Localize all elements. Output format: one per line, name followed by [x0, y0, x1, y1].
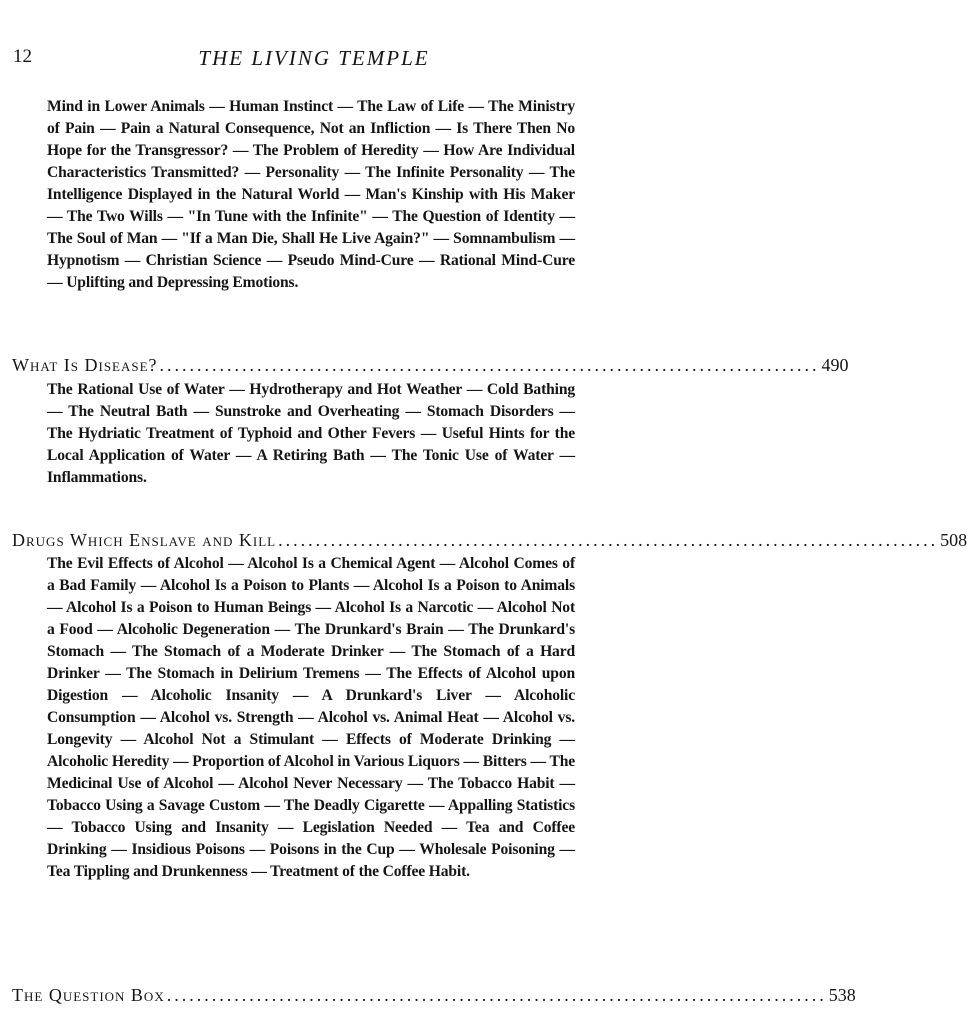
- toc-entry-what-is-disease[interactable]: [12, 355, 849, 379]
- toc-entry-page: 508: [940, 530, 967, 550]
- running-title: THE LIVING TEMPLE: [198, 46, 430, 70]
- intro-description: Mind in Lower Animals — Human Instinct — The Law of Life — The Ministry of Pain — Pain a Natural Consequence, Not an Infliction — Is There Then No Hope for the Transgressor? — The Problem of Heredity — How Are Individual Characteristics Transmitted? — Personality — The Infinite Personality — The Intelligence Displayed in the Natural World — Man's Kinship with His Maker — The Two Wills — "In Tune with the Infinite" — The Question of Identity — The Soul of Man — "If a Man Die, Shall He Live Again?" — Somnambulism — Hypnotism — Christian Science — Pseudo Mind-Cure — Rational Mind-Cure — Uplifting and Depressing Emotions.: [47, 98, 575, 291]
- toc-entry-title: What Is Disease?: [12, 355, 158, 375]
- toc-entry-title: The Question Box: [12, 985, 165, 1005]
- dot-leader: ........................................................................................: [166, 985, 827, 1005]
- toc-entry-the-question-box[interactable]: [12, 985, 856, 1009]
- toc-entry-page: 490: [821, 355, 849, 375]
- dot-leader: ........................................................................................: [278, 530, 939, 550]
- toc-entry-page: 538: [828, 985, 856, 1005]
- page-header: [13, 46, 603, 74]
- toc-entry-description: The Evil Effects of Alcohol — Alcohol Is a Chemical Agent — Alcohol Comes of a Bad Family — Alcohol Is a Poison to Plants — Alcohol Is a Poison to Animals — Alcohol Is a Poison to Human Beings — Alcohol Is a Narcotic — Alcohol Not a Food — Alcoholic Degeneration — The Drunkard's Brain — The Drunkard's Stomach — The Stomach of a Moderate Drinker — The Stomach of a Hard Drinker — The Stomach in Delirium Tremens — The Effects of Alcohol upon Digestion — Alcoholic Insanity — A Drunkard's Liver — Alcoholic Consumption — Alcohol vs. Strength — Alcohol vs. Animal Heat — Alcohol vs. Longevity — Alcohol Not a Stimulant — Effects of Moderate Drinking — Alcoholic Heredity — Proportion of Alcohol in Various Liquors — Bitters — The Medicinal Use of Alcohol — Alcohol Never Necessary — The Tobacco Habit — Tobacco Using a Savage Custom — The Deadly Cigarette — Appalling Statistics — Tobacco Using and Insanity — Legislation Needed — Tea and Coffee Drinking — Insidious Poisons — Poisons in the Cup — Wholesale Poisoning — Tea Tippling and Drunkenness — Treatment of the Coffee Habit.: [47, 555, 575, 880]
- toc-entry-title: Drugs Which Enslave and Kill: [12, 530, 277, 550]
- dot-leader: ........................................................................................: [159, 355, 820, 375]
- page-number: 12: [13, 46, 32, 67]
- toc-entry-description: The Rational Use of Water — Hydrotherapy and Hot Weather — Cold Bathing — The Neutral Bath — Sunstroke and Overheating — Stomach Disorders — The Hydriatic Treatment of Typhoid and Other Fevers — Useful Hints for the Local Application of Water — A Retiring Bath — The Tonic Use of Water — Inflammations.: [47, 381, 575, 486]
- toc-entry-drugs-which-enslave-and-kill[interactable]: [12, 530, 967, 554]
